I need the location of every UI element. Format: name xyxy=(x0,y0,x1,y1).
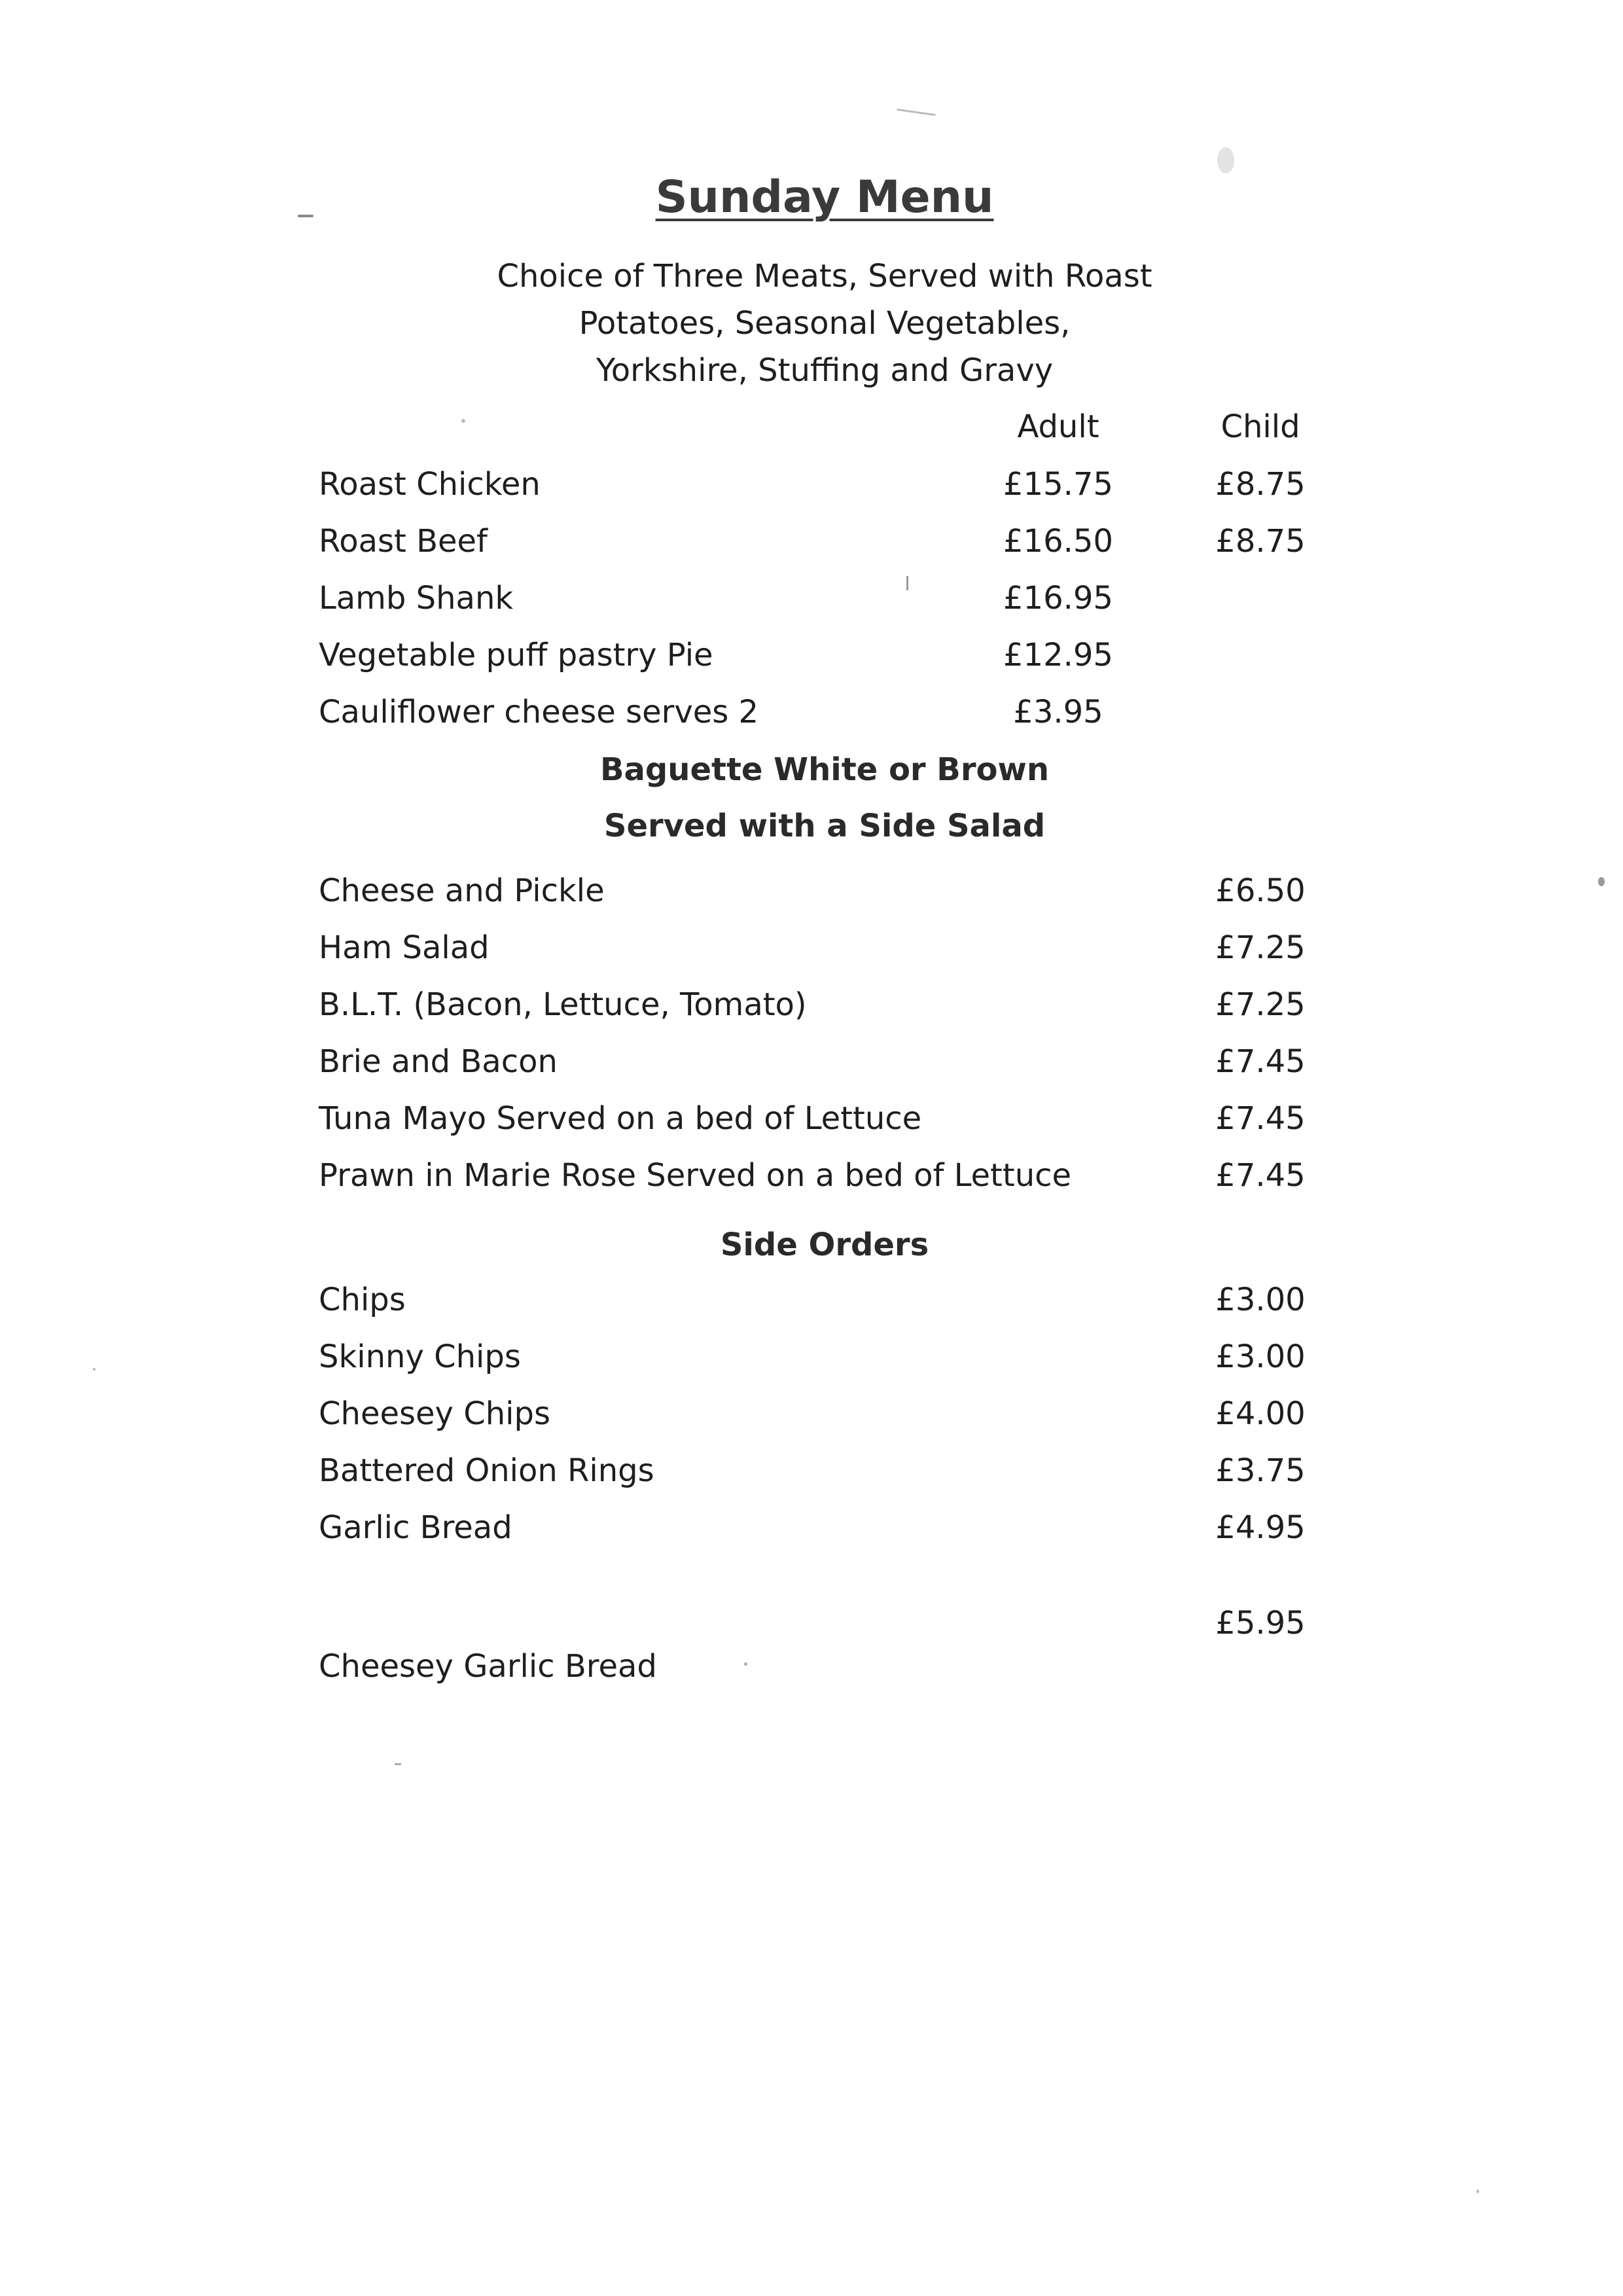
roast-item-adult-price: £16.50 xyxy=(1003,523,1113,560)
baguette-item-price: £7.25 xyxy=(1215,986,1306,1023)
roast-item-name: Roast Beef xyxy=(319,523,488,560)
roast-item-child-price: £8.75 xyxy=(1215,523,1306,560)
side-item-price: £3.00 xyxy=(1215,1282,1306,1318)
side-item-price: £3.75 xyxy=(1215,1452,1306,1489)
side-item-name: Cheesey Garlic Bread xyxy=(319,1648,657,1685)
scan-speck xyxy=(395,1763,401,1765)
side-item-price: £5.95 xyxy=(1215,1605,1306,1641)
roast-item-adult-price: £16.95 xyxy=(1003,580,1113,617)
side-item-price: £4.00 xyxy=(1215,1395,1306,1432)
scan-speck xyxy=(906,576,908,590)
side-item-name: Cheesey Chips xyxy=(319,1395,550,1432)
sides-heading: Side Orders xyxy=(720,1227,929,1263)
baguette-subheading: Served with a Side Salad xyxy=(603,808,1046,844)
column-header-child: Child xyxy=(1221,408,1300,445)
scan-speck xyxy=(744,1662,747,1666)
side-item-name: Chips xyxy=(319,1282,406,1318)
scan-speck xyxy=(93,1368,96,1371)
roast-item-adult-price: £3.95 xyxy=(1013,694,1103,730)
scan-speck xyxy=(1476,2189,1479,2193)
baguette-item-price: £7.45 xyxy=(1215,1043,1306,1080)
roast-item-child-price: £8.75 xyxy=(1215,466,1306,503)
roast-item-adult-price: £15.75 xyxy=(1003,466,1113,503)
baguette-item-name: Cheese and Pickle xyxy=(319,872,605,909)
baguette-heading: Baguette White or Brown xyxy=(599,751,1050,788)
roast-item-adult-price: £12.95 xyxy=(1003,637,1113,673)
side-item-price: £3.00 xyxy=(1215,1338,1306,1375)
side-item-name: Battered Onion Rings xyxy=(319,1452,654,1489)
side-item-name: Skinny Chips xyxy=(319,1338,521,1375)
baguette-item-price: £7.45 xyxy=(1215,1157,1306,1194)
side-item-price: £4.95 xyxy=(1215,1509,1306,1546)
column-header-adult: Adult xyxy=(1017,408,1099,445)
baguette-item-name: Ham Salad xyxy=(319,929,490,966)
intro-line-1: Choice of Three Meats, Served with Roast xyxy=(497,258,1152,295)
page-title: Sunday Menu xyxy=(655,171,994,223)
scan-speck xyxy=(897,109,936,116)
baguette-item-name: Prawn in Marie Rose Served on a bed of Lettuce xyxy=(319,1157,1072,1194)
intro-line-3: Yorkshire, Stuffing and Gravy xyxy=(596,352,1054,389)
roast-item-name: Vegetable puff pastry Pie xyxy=(319,637,713,673)
baguette-item-price: £7.25 xyxy=(1215,929,1306,966)
baguette-item-price: £6.50 xyxy=(1215,872,1306,909)
scan-speck xyxy=(1598,877,1605,886)
scan-speck xyxy=(461,419,465,423)
roast-item-name: Roast Chicken xyxy=(319,466,541,503)
intro-line-2: Potatoes, Seasonal Vegetables, xyxy=(579,305,1071,342)
baguette-item-name: Brie and Bacon xyxy=(319,1043,558,1080)
scan-speck xyxy=(1217,147,1234,173)
baguette-item-name: Tuna Mayo Served on a bed of Lettuce xyxy=(319,1100,922,1137)
roast-item-name: Cauliflower cheese serves 2 xyxy=(319,694,759,730)
baguette-item-name: B.L.T. (Bacon, Lettuce, Tomato) xyxy=(319,986,807,1023)
side-item-name: Garlic Bread xyxy=(319,1509,512,1546)
roast-item-name: Lamb Shank xyxy=(319,580,514,617)
scan-speck xyxy=(298,215,313,217)
baguette-item-price: £7.45 xyxy=(1215,1100,1306,1137)
